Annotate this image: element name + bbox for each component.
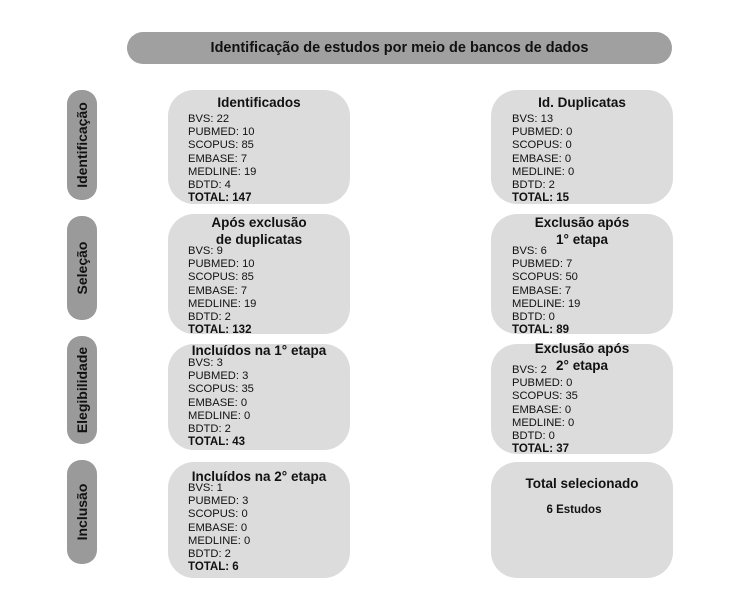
list-item: SCOPUS: 35 [512,390,578,403]
identificados-list [188,113,256,205]
list-item: EMBASE: 7 [188,284,248,297]
stage-selecao [67,216,97,320]
list-item: BDTD: 2 [188,311,231,324]
list-item: PUBMED: 10 [188,258,255,271]
list-item: BDTD: 4 [188,179,231,192]
list-item: BVS: 6 [512,245,547,257]
list-item: SCOPUS: 85 [188,139,254,152]
total-value: TOTAL: 6 [188,561,239,574]
list-item: BDTD: 0 [512,311,555,324]
list-item: MEDLINE: 0 [512,416,575,429]
list-item: BVS: 3 [188,357,223,369]
list-item: EMBASE: 0 [512,403,572,416]
box-title-line2: de duplicatas [215,232,303,247]
list-item: EMBASE: 0 [188,396,248,409]
stage-label: Inclusão [74,483,90,541]
exclusao-1-list [512,245,580,337]
stage-inclusao [67,460,97,564]
list-item: BVS: 9 [188,245,223,257]
total-value: TOTAL: 37 [512,443,570,456]
list-item: SCOPUS: 35 [188,383,254,396]
list-item: PUBMED: 0 [512,126,573,139]
diagram-header [127,32,672,64]
stage-label: Elegibilidade [74,346,90,434]
list-item: SCOPUS: 0 [188,508,248,521]
incluidos-1-list [188,357,254,449]
stage-elegibilidade [67,336,97,444]
list-item: BVS: 13 [512,113,554,125]
box-title: Identificados [217,95,301,110]
total-value: TOTAL: 147 [188,192,252,205]
list-item: MEDLINE: 19 [188,297,257,310]
list-item: BDTD: 2 [512,179,555,192]
box-title: Id. Duplicatas [538,95,626,110]
list-item: SCOPUS: 85 [188,271,254,284]
box-title-line1: Exclusão após [534,341,630,356]
list-item: MEDLINE: 19 [512,297,581,310]
box-title-line1: Exclusão após [534,215,630,230]
list-item: PUBMED: 3 [188,495,249,508]
duplicatas-list [512,113,574,205]
list-item: SCOPUS: 50 [512,271,578,284]
list-item: BDTD: 2 [188,423,231,436]
box-title: Incluídos na 1° etapa [191,343,327,358]
header-title: Identificação de estudos por meio de bancos de dados [210,40,589,56]
box-title: Total selecionado [525,476,639,491]
stage-label: Identificação [74,102,90,188]
total-value: TOTAL: 43 [188,436,246,449]
list-item: EMBASE: 0 [188,521,248,534]
list-item: EMBASE: 7 [188,152,248,165]
total-value: TOTAL: 15 [512,192,570,205]
box-title-line1: Após exclusão [211,215,307,230]
apos-exclusao-list [188,245,256,337]
incluidos-2-list [188,482,250,574]
total-value: TOTAL: 89 [512,324,570,337]
list-item: MEDLINE: 19 [188,165,257,178]
list-item: EMBASE: 0 [512,152,572,165]
list-item: BDTD: 2 [188,548,231,561]
box-title: Incluídos na 2° etapa [191,469,327,484]
box-title-line2: 1° etapa [556,232,608,247]
stage-identificacao [67,90,97,200]
list-item: PUBMED: 0 [512,377,573,390]
list-item: BDTD: 0 [512,430,555,443]
total-value: TOTAL: 132 [188,324,252,337]
list-item: MEDLINE: 0 [188,409,251,422]
stage-label: Seleção [74,241,90,295]
list-item: SCOPUS: 0 [512,139,572,152]
list-item: MEDLINE: 0 [512,165,575,178]
list-item: PUBMED: 3 [188,370,249,383]
list-item: MEDLINE: 0 [188,534,251,547]
list-item: EMBASE: 7 [512,284,572,297]
list-item: BVS: 22 [188,113,230,125]
list-item: BVS: 2 [512,364,547,376]
box-total-selecionado [491,462,673,578]
exclusao-2-list [512,364,578,456]
list-item: BVS: 1 [188,482,223,494]
list-item: PUBMED: 10 [188,126,255,139]
box-title-line2: 2° etapa [556,358,608,373]
list-item: PUBMED: 7 [512,258,573,271]
total-selected-value: 6 Estudos [546,504,602,516]
